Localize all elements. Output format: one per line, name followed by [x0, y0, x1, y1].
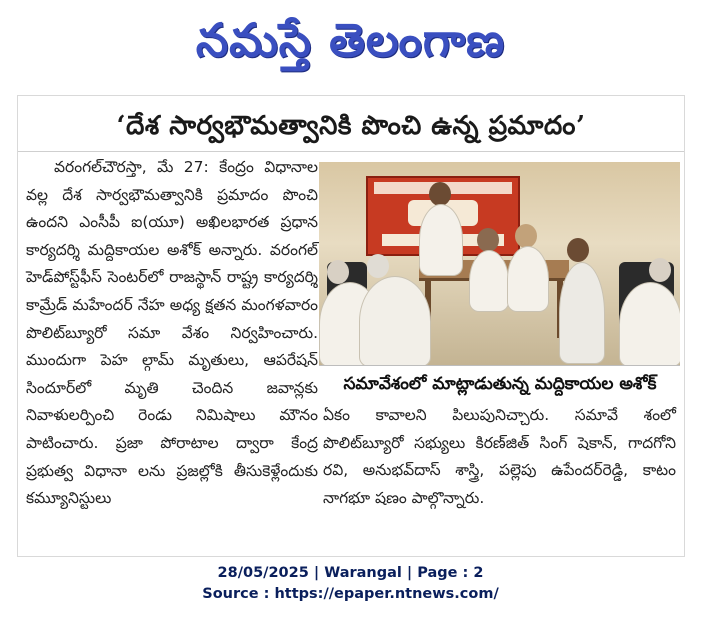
newspaper-logo: నమస్తే తెలంగాణ — [195, 13, 506, 67]
photo-caption-bar — [319, 365, 680, 402]
article-body-right — [323, 402, 676, 512]
photo-caption: సమావేశంలో మాట్లాడుతున్న మద్దికాయల అశోక్ — [343, 374, 657, 394]
article-paragraph-left: వరంగల్‌చౌరస్తా, మే 27: కేంద్రం విధానాల వల్ల దేశ సార్వభౌమత్వానికి ప్రమాదం పొంచి ఉందని ఎంసీపీ ఐ(యూ) అఖిలభారత ప్రధాన కార్యదర్శి మద్దికాయల అశోక్ అన్నారు. వరంగల్ హెడ్‌పోస్ట్‌ఫీస్ సెంటర్‌లో రాజస్థాన్ రాష్ట్ర కార్యదర్శి కామ్రేడ్ మహేందర్ నేహ అధ్య క్షతన మంగళవారం పొలిట్‌బ్యూరో సమా వేశం నిర్వహించారు. ముందుగా పెహ ల్గామ్ మృతులు, ఆపరేషన్ సిందూర్‌లో మృతి చెందిన జవాన్లకు నివాళులర్పించి రెండు నిమిషాలు మౌనం పాటించారు. ప్రజా పోరాటాల ద్వారా కేంద్ర ప్రభుత్వ విధానా లను ప్రజల్లోకి తీసుకెళ్లేందుకు కమ్యూనిస్టులు — [26, 158, 318, 508]
masthead — [0, 0, 701, 80]
source-line: Source : https://epaper.ntnews.com/ — [202, 586, 499, 602]
headline-divider — [18, 151, 684, 152]
article-headline: ‘దేశ సార్వభౌమత్వానికి పొంచి ఉన్న ప్రమాదం’ — [116, 111, 586, 141]
article-body-left — [26, 154, 318, 513]
clipping-content — [18, 96, 684, 556]
dateline: 28/05/2025 | Warangal | Page : 2 — [217, 565, 484, 581]
news-clipping — [17, 95, 685, 557]
article-paragraph-right: ఏకం కావాలని పిలుపునిచ్చారు. సమావే శంలో పొలిట్‌బ్యూరో సభ్యులు కిరణ్‌జిత్ సింగ్ షెకాన్, గాదగోని రవి, అనుభవ్‌దాస్ శాస్త్రి, పల్లెపు ఉపేందర్‌రెడ్డి, కాటం నాగభూ షణం పాల్గొన్నారు. — [323, 406, 676, 507]
article-photo — [319, 162, 680, 365]
clip-footer — [0, 563, 701, 605]
